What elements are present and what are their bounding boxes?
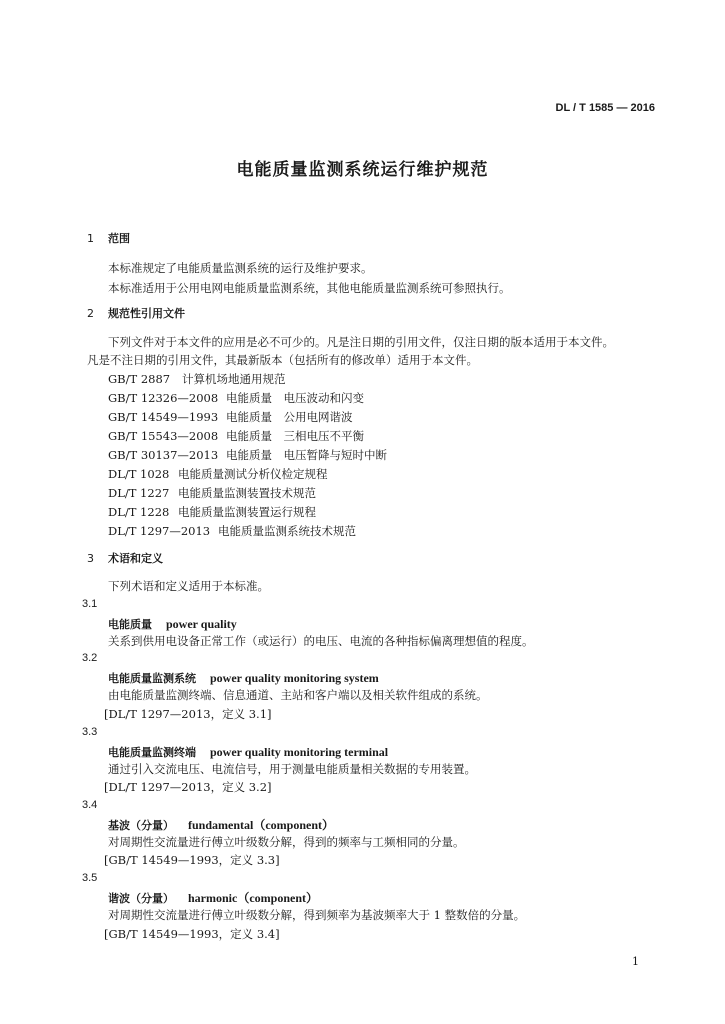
term-source: [GB/T 14549—1993，定义 3.4] [104, 927, 280, 941]
term-source: [DL/T 1297—2013，定义 3.1] [104, 707, 272, 721]
term-source: [GB/T 14549—1993，定义 3.3] [104, 853, 280, 867]
reference-code: DL/T 1297—2013 [108, 524, 211, 538]
term-english-name: power quality monitoring terminal [210, 745, 389, 759]
term-heading [108, 617, 237, 632]
section-3-number: 3 [87, 552, 94, 565]
reference-title: 电能质量监测装置运行规程 [178, 505, 316, 519]
normative-reference [108, 449, 387, 463]
term-chinese-name: 电能质量监测系统 [108, 672, 196, 685]
term-heading [108, 671, 379, 686]
reference-code: DL/T 1227 [108, 486, 170, 500]
term-definition: 通过引入交流电压、电流信号，用于测量电能质量相关数据的专用装置。 [108, 762, 476, 776]
term-english-name: fundamental（component） [188, 818, 335, 832]
term-english-name: power quality monitoring system [210, 671, 379, 685]
reference-title: 电能质量 电压波动和闪变 [226, 391, 364, 405]
reference-code: GB/T 15543—2008 [108, 429, 219, 443]
reference-title: 电能质量 电压暂降与短时中断 [226, 448, 387, 462]
term-heading [108, 891, 318, 906]
term-number: 3.3 [82, 726, 98, 738]
normative-reference [108, 411, 353, 425]
term-number: 3.4 [82, 799, 98, 811]
section-3-intro: 下列术语和定义适用于本标准。 [108, 579, 269, 593]
section-2-intro-line-2: 凡是不注日期的引用文件，其最新版本（包括所有的修改单）适用于本文件。 [87, 353, 478, 367]
reference-code: GB/T 30137—2013 [108, 448, 219, 462]
section-1-para-1: 本标准规定了电能质量监测系统的运行及维护要求。 [108, 261, 373, 275]
reference-title: 电能质量监测系统技术规范 [218, 524, 356, 538]
term-definition: 关系到供用电设备正常工作（或运行）的电压、电流的各种指标偏离理想值的程度。 [108, 634, 534, 648]
reference-title: 计算机场地通用规范 [182, 372, 286, 386]
term-english-name: harmonic（component） [188, 891, 318, 905]
normative-reference [108, 506, 316, 520]
normative-reference [108, 430, 364, 444]
reference-title: 电能质量 公用电网谐波 [226, 410, 353, 424]
section-2-number: 2 [87, 307, 94, 320]
term-chinese-name: 谐波（分量） [108, 892, 174, 905]
page-number: 1 [632, 955, 639, 968]
normative-reference [108, 392, 364, 406]
reference-title: 电能质量测试分析仪检定规程 [178, 467, 328, 481]
normative-reference [108, 525, 356, 539]
section-1-title: 范围 [108, 232, 130, 245]
term-chinese-name: 电能质量监测终端 [108, 746, 196, 759]
reference-title: 电能质量 三相电压不平衡 [226, 429, 364, 443]
term-definition: 由电能质量监测终端、信息通道、主站和客户端以及相关软件组成的系统。 [108, 688, 488, 702]
term-heading [108, 818, 334, 833]
reference-code: GB/T 14549—1993 [108, 410, 219, 424]
term-definition: 对周期性交流量进行傅立叶级数分解，得到频率为基波频率大于 1 整数倍的分量。 [108, 908, 526, 922]
reference-title: 电能质量监测装置技术规范 [178, 486, 316, 500]
term-chinese-name: 电能质量 [108, 618, 152, 631]
section-1-number: 1 [87, 232, 94, 245]
term-number: 3.1 [82, 598, 98, 610]
term-source: [DL/T 1297—2013，定义 3.2] [104, 780, 272, 794]
section-2-intro-line-1: 下列文件对于本文件的应用是必不可少的。凡是注日期的引用文件，仅注日期的版本适用于本文件。 [108, 335, 614, 349]
normative-reference [108, 468, 328, 482]
section-2-title: 规范性引用文件 [108, 307, 185, 320]
standard-number: DL / T 1585 — 2016 [555, 102, 655, 114]
section-3-title: 术语和定义 [108, 552, 163, 565]
term-chinese-name: 基波（分量） [108, 819, 174, 832]
term-number: 3.2 [82, 652, 98, 664]
term-heading [108, 745, 388, 760]
reference-code: GB/T 2887 [108, 372, 171, 386]
normative-reference [108, 487, 316, 501]
reference-code: GB/T 12326—2008 [108, 391, 219, 405]
reference-code: DL/T 1028 [108, 467, 170, 481]
section-1-para-2: 本标准适用于公用电网电能质量监测系统，其他电能质量监测系统可参照执行。 [108, 281, 511, 295]
reference-code: DL/T 1228 [108, 505, 170, 519]
normative-reference [108, 373, 286, 387]
document-title: 电能质量监测系统运行维护规范 [236, 160, 489, 180]
term-definition: 对周期性交流量进行傅立叶级数分解，得到的频率与工频相同的分量。 [108, 835, 465, 849]
term-english-name: power quality [166, 617, 237, 631]
term-number: 3.5 [82, 872, 98, 884]
